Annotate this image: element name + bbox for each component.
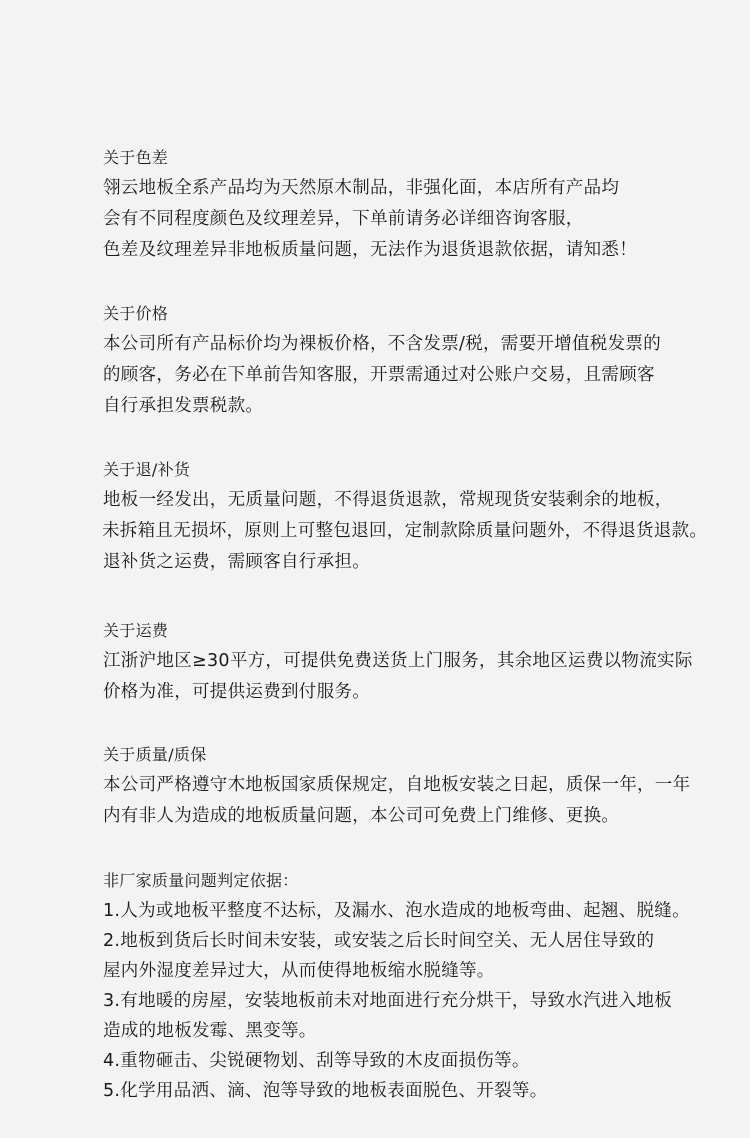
section-title: 关于价格 — [103, 304, 169, 323]
section-line: 江浙沪地区≥30平方，可提供免费送货上门服务，其余地区运费以物流实际 — [103, 651, 693, 671]
section-non-manufacturer-issues — [103, 866, 743, 1106]
section-line: 本公司所有产品标价均为裸板价格，不含发票/税，需要开增值税发票的 — [103, 334, 661, 354]
section-line: 2.地板到货后长时间未安装，或安装之后长时间空关、无人居住导致的 — [103, 931, 655, 951]
section-line: 内有非人为造成的地板质量问题，本公司可免费上门维修、更换。 — [103, 806, 620, 826]
section-line: 4.重物砸击、尖锐硬物划、刮等导致的木皮面损伤等。 — [103, 1051, 530, 1071]
section-line: 1.人为或地板平整度不达标，及漏水、泡水造成的地板弯曲、起翘、脱缝。 — [103, 901, 690, 921]
section-color-difference — [103, 142, 743, 266]
section-line: 会有不同程度颜色及纹理差异，下单前请务必详细咨询客服， — [103, 209, 584, 229]
section-line: 未拆箱且无损坏，原则上可整包退回，定制款除质量问题外，不得退货退款。 — [102, 521, 708, 541]
section-price — [103, 298, 743, 422]
section-return-refill — [103, 454, 743, 578]
section-line: 屋内外湿度差异过大，从而使得地板缩水脱缝等。 — [103, 961, 495, 981]
section-line: 色差及纹理差异非地板质量问题，无法作为退货退款依据，请知悉！ — [103, 240, 637, 260]
section-line: 造成的地板发霉、黑变等。 — [103, 1021, 317, 1041]
section-line: 退补货之运费，需顾客自行承担。 — [103, 552, 370, 572]
section-shipping — [103, 615, 743, 708]
section-line: 地板一经发出，无质量问题，不得退货退款，常规现货安装剩余的地板， — [103, 490, 673, 510]
section-line: 翎云地板全系产品均为天然原木制品，非强化面，本店所有产品均 — [103, 178, 620, 198]
section-line: 价格为准，可提供运费到付服务。 — [103, 682, 370, 702]
section-quality-warranty — [103, 739, 743, 832]
section-line: 5.化学用品洒、滴、泡等导致的地板表面脱色、开裂等。 — [103, 1081, 548, 1101]
section-line: 本公司严格遵守木地板国家质保规定，自地板安装之日起，质保一年，一年 — [103, 775, 691, 795]
section-title: 关于色差 — [103, 148, 169, 167]
section-title: 关于运费 — [103, 621, 169, 640]
section-line: 3.有地暖的房屋，安装地板前未对地面进行充分烘干，导致水汽进入地板 — [103, 991, 673, 1011]
section-title: 关于质量/质保 — [103, 745, 207, 764]
section-line: 自行承担发票税款。 — [103, 396, 264, 416]
section-title: 关于退/补货 — [103, 460, 191, 479]
section-line: 的顾客，务必在下单前告知客服，开票需通过对公账户交易，且需顾客 — [103, 365, 655, 385]
section-title: 非厂家质量问题判定依据： — [103, 871, 299, 890]
